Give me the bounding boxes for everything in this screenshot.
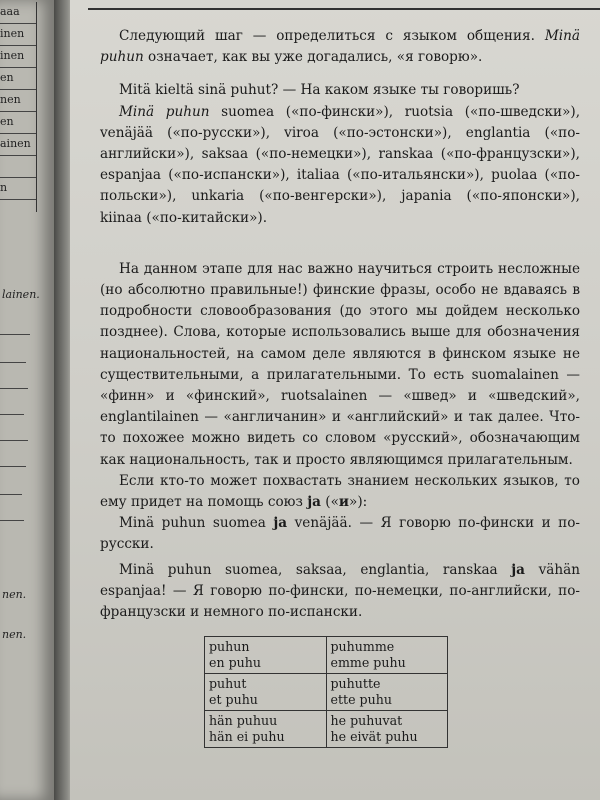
verb-form: he eivät puhu [330, 729, 418, 744]
previous-page-table-row: inen [0, 46, 36, 68]
bold-text: ja [511, 561, 525, 578]
book-page [70, 0, 600, 800]
previous-page-table-row: nen [0, 90, 36, 112]
verb-form: et puhu [209, 692, 258, 707]
table-cell [326, 674, 448, 711]
verb-form: hän puhuu [209, 713, 278, 728]
previous-page-table-row: inen [0, 24, 36, 46]
example-sentence [100, 560, 580, 624]
previous-page-table-row: en [0, 68, 36, 90]
text-run: Mitä kieltä sinä puhut? — На каком языке ты говоришь? [119, 82, 520, 99]
table-cell [205, 674, 327, 711]
bold-text: и [338, 494, 350, 511]
answer-line [0, 362, 26, 363]
answer-line [0, 388, 28, 389]
text-run: (« [320, 494, 339, 511]
paragraph [100, 26, 580, 68]
table-cell [205, 637, 327, 674]
previous-page-table-row [0, 156, 36, 178]
italic-text: Minä puhun [119, 103, 210, 120]
verb-form: hän ei puhu [209, 729, 285, 744]
verb-form: puhumme [330, 639, 395, 654]
conjugation-table [204, 636, 448, 748]
verb-form: he puhuvat [330, 713, 403, 728]
table-cell [326, 637, 448, 674]
text-run: Minä puhun suomea [119, 515, 274, 532]
table-cell [326, 711, 448, 748]
italic-text: Minä puhun [100, 28, 580, 66]
bold-text: ja [307, 494, 321, 511]
answer-line [0, 414, 24, 415]
previous-page-word: lainen. [2, 288, 40, 301]
header-rule [88, 8, 600, 10]
table-row [205, 674, 448, 711]
answer-line [0, 520, 24, 521]
text-run: suomea («по-фински»), ruotsia («по-шведски»), venäjää («по-русски»), viroa («по-эстонски»), englantia («по-английски»), saksaa («по-немецки»), ranskaa («по-французски»), espanjaa («по-испански»), italiaa («по-итальянски»), puolaa («по-польски»), unkaria («по-венгерски»), japania («по-японски»), kiinaa («по-китайски»). [100, 103, 581, 226]
previous-page-edge [0, 0, 54, 800]
verb-form: puhut [209, 676, 247, 691]
answer-line [0, 334, 30, 335]
previous-page-table-row: aaa [0, 2, 36, 24]
bold-text: ja [273, 515, 288, 532]
text-run: На данном этапе для нас важно научиться строить несложные (но абсолютно правильные!) финские фразы, особо не вдаваясь в подробности словообразования (до этого мы дойдем несколько позднее). Слова, которые использовались выше для обозначения национальностей, на самом деле являются в финском языке не существительными, а прилагательными. То есть suomalainen — «финн» и «финский», ruotsalainen — «швед» и «шведский», englantilainen — «англичанин» и «английский» и так далее. Что-то похожее можно видеть со словом «русский», обозначающим как национальность, так и просто являющимся прилагательным. [100, 260, 580, 468]
previous-page-word: nen. [2, 628, 27, 641]
answer-line [0, 466, 26, 467]
previous-page-word: nen. [2, 588, 27, 601]
table-row [205, 711, 448, 748]
verb-form: ette puhu [330, 692, 392, 707]
previous-page-table-row: n [0, 178, 36, 200]
text-run: venäjää. — Я говорю по-фински и по-русски. [100, 515, 581, 553]
answer-line [0, 440, 28, 441]
text-run: Если кто-то может похвастать знанием нескольких языков, то ему придет на помощь союз [100, 472, 580, 511]
paragraph [100, 102, 580, 229]
table-row [205, 637, 448, 674]
table-cell [205, 711, 327, 748]
verb-form: emme puhu [330, 655, 406, 670]
paragraph [100, 80, 580, 101]
paragraph [100, 471, 580, 513]
page-text [100, 26, 580, 623]
previous-page-table-row: ainen [0, 134, 36, 156]
verb-form: puhun [209, 639, 250, 654]
previous-page-table-row: en [0, 112, 36, 134]
text-run: »): [349, 494, 368, 511]
text-run: означает, как вы уже догадались, «я говорю». [143, 49, 483, 66]
text-run: vähän espanjaa! — Я говорю по-фински, по-немецки, по-английски, по-французски и немного по-испански. [100, 561, 580, 621]
answer-line [0, 494, 22, 495]
verb-form: en puhu [209, 655, 261, 670]
verb-form: puhutte [330, 676, 381, 691]
text-run: Minä puhun suomea, saksaa, englantia, ranskaa [119, 561, 512, 578]
paragraph [100, 259, 580, 471]
previous-page-table [0, 2, 37, 212]
text-run: Следующий шаг — определиться с языком общения. [119, 28, 545, 44]
example-sentence [100, 513, 580, 555]
